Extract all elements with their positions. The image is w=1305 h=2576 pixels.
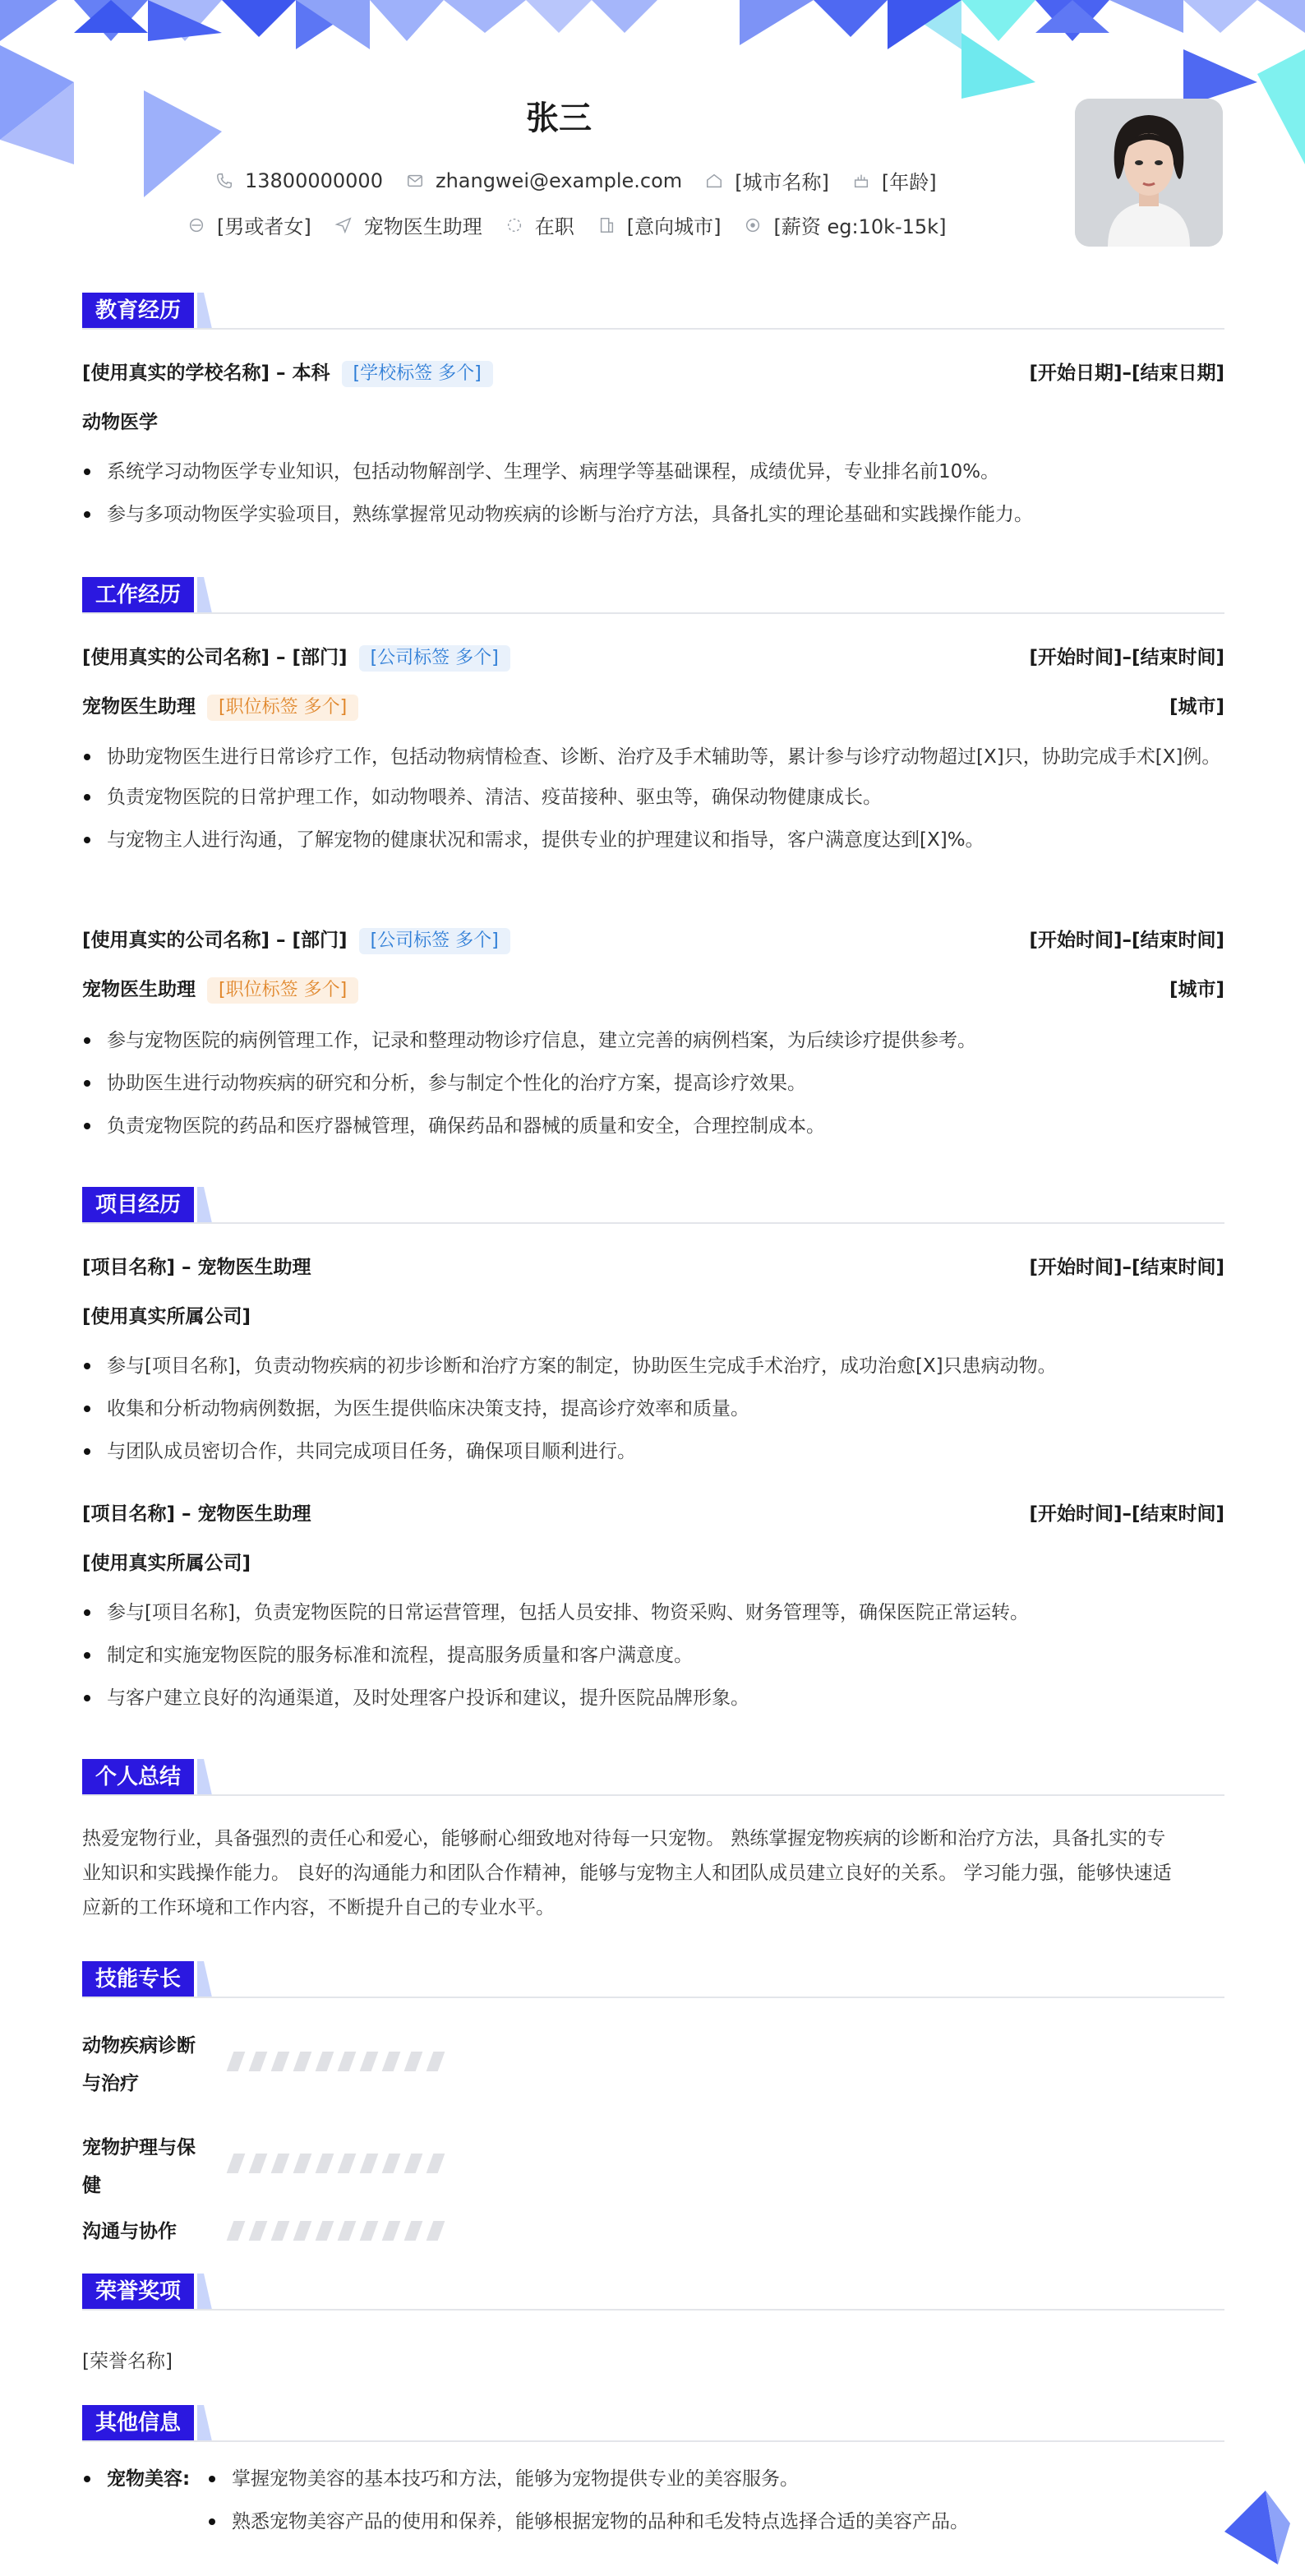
list-item: 系统学习动物医学专业知识，包括动物解剖学、生理学、病理学等基础课程，成绩优异，专业排名前10%。 bbox=[82, 450, 1224, 493]
company-name: [使用真实的公司名称] – [部门] bbox=[82, 930, 348, 951]
position-tag: [职位标签 多个] bbox=[207, 695, 358, 721]
job-city: [城市] bbox=[1169, 696, 1224, 718]
project-company: [使用真实所属公司] bbox=[82, 1553, 251, 1574]
projects-section bbox=[82, 1187, 1224, 1709]
skill-level-bar bbox=[230, 2154, 452, 2173]
list-item: 收集和分析动物病例数据，为医生提供临床决策支持，提高诊疗效率和质量。 bbox=[82, 1387, 1224, 1430]
title-tail-decoration bbox=[197, 2405, 212, 2441]
section-divider bbox=[82, 328, 1224, 330]
money-icon bbox=[744, 216, 762, 234]
major-name: 动物医学 bbox=[82, 412, 158, 433]
skill-name-line: 宠物护理与保 bbox=[82, 2137, 196, 2158]
company-tag: [公司标签 多个] bbox=[359, 645, 510, 672]
section-divider bbox=[82, 1997, 1224, 1998]
skills-section bbox=[82, 1961, 1224, 2242]
summary-line: 应新的工作环境和工作内容，不断提升自己的专业水平。 bbox=[82, 1897, 555, 1918]
list-item: 参与多项动物医学实验项目，熟练掌握常见动物疾病的诊断与治疗方法，具备扎实的理论基础和实践操作能力。 bbox=[82, 493, 1224, 536]
project-dates: [开始时间]–[结束时间] bbox=[1029, 1257, 1224, 1278]
title-tail-decoration bbox=[197, 577, 212, 613]
position-tag: [职位标签 多个] bbox=[207, 977, 358, 1004]
other-label-list bbox=[82, 2458, 214, 2500]
phone-icon bbox=[215, 172, 233, 190]
avatar-photo bbox=[1075, 99, 1223, 247]
list-item: 协助宠物医生进行日常诊疗工作，包括动物病情检查、诊断、治疗及手术辅助等，累计参与诊疗动物超过[X]只，协助完成手术[X]例。 bbox=[82, 738, 1224, 776]
job-city: [城市] bbox=[1169, 979, 1224, 1000]
list-item: 熟悉宠物美容产品的使用和保养，能够根据宠物的品种和毛发特点选择合适的美容产品。 bbox=[207, 2500, 1224, 2543]
status-text: 在职 bbox=[534, 215, 574, 238]
project-company: [使用真实所属公司] bbox=[82, 1306, 251, 1327]
section-title-label: 个人总结 bbox=[82, 1759, 194, 1795]
home-icon bbox=[705, 172, 723, 190]
work-title bbox=[82, 577, 1224, 613]
project-dates: [开始时间]–[结束时间] bbox=[1029, 1503, 1224, 1525]
city-item bbox=[705, 166, 829, 195]
cake-icon bbox=[852, 172, 870, 190]
candidate-name: 张三 bbox=[526, 99, 592, 137]
list-item: 与团队成员密切合作，共同完成项目任务，确保项目顺利进行。 bbox=[82, 1430, 1224, 1473]
skill-level-bar bbox=[230, 2221, 452, 2241]
target-city-text: [意向城市] bbox=[626, 215, 722, 238]
section-title-label: 工作经历 bbox=[82, 577, 194, 613]
honors-section bbox=[82, 2274, 1224, 2372]
summary-text bbox=[82, 1821, 1224, 1925]
company-tag: [公司标签 多个] bbox=[359, 928, 510, 954]
list-item: 制定和实施宠物医院的服务标准和流程，提高服务质量和客户满意度。 bbox=[82, 1634, 1224, 1677]
summary-title bbox=[82, 1759, 1224, 1795]
building-icon bbox=[597, 216, 616, 234]
project-bullets bbox=[82, 1591, 1224, 1720]
phone-item bbox=[215, 169, 383, 192]
age-text: [年龄] bbox=[881, 171, 937, 194]
list-item: 参与宠物医院的病例管理工作，记录和整理动物诊疗信息，建立完善的病例档案，为后续诊疗提供参考。 bbox=[82, 1019, 1224, 1062]
list-item: 参与[项目名称]，负责动物疾病的初步诊断和治疗方案的制定，协助医生完成手术治疗，成功治愈[X]只患病动物。 bbox=[82, 1345, 1224, 1387]
title-tail-decoration bbox=[197, 1759, 212, 1795]
education-bullets bbox=[82, 450, 1224, 536]
gender-icon bbox=[187, 216, 205, 234]
list-item: 协助医生进行动物疾病的研究和分析，参与制定个性化的治疗方案，提高诊疗效果。 bbox=[82, 1062, 1224, 1105]
age-item bbox=[852, 166, 937, 195]
salary-item bbox=[744, 210, 946, 239]
skill-name-line: 健 bbox=[82, 2175, 101, 2196]
job-dates: [开始时间]–[结束时间] bbox=[1029, 647, 1224, 668]
corner-triangle-decoration bbox=[1216, 2482, 1290, 2564]
summary-line: 业知识和实践操作能力。 良好的沟通能力和团队合作精神，能够与宠物主人和团队成员建立良好的关系。 学习能力强，能够快速适 bbox=[82, 1863, 1172, 1884]
honor-item: [荣誉名称] bbox=[82, 2351, 173, 2372]
honors-title bbox=[82, 2274, 1224, 2310]
skill-name bbox=[82, 2027, 214, 2103]
contact-row-1 bbox=[215, 166, 960, 195]
gender-text: [男或者女] bbox=[217, 215, 311, 238]
gender-item bbox=[187, 210, 311, 239]
company-name: [使用真实的公司名称] – [部门] bbox=[82, 647, 348, 668]
project-bullets bbox=[82, 1345, 1224, 1473]
other-section bbox=[82, 2405, 1224, 2532]
portrait-illustration bbox=[1075, 99, 1223, 247]
section-divider bbox=[82, 1222, 1224, 1224]
skill-name-line: 沟通与协作 bbox=[82, 2221, 177, 2242]
position-name: 宠物医生助理 bbox=[82, 979, 196, 1000]
skill-name bbox=[82, 2129, 214, 2204]
email-text: zhangwei@example.com bbox=[435, 169, 683, 192]
school-name: [使用真实的学校名称] – 本科 bbox=[82, 362, 330, 384]
other-label: 宠物美容: bbox=[82, 2458, 214, 2500]
education-dates: [开始日期]–[结束日期] bbox=[1029, 362, 1224, 384]
section-divider bbox=[82, 2309, 1224, 2311]
list-item: 负责宠物医院的药品和医疗器械管理，确保药品和器械的质量和安全，合理控制成本。 bbox=[82, 1105, 1224, 1147]
send-icon bbox=[334, 216, 353, 234]
skill-name-line: 与治疗 bbox=[82, 2073, 139, 2094]
section-divider bbox=[82, 1794, 1224, 1796]
city-text: [城市名称] bbox=[735, 171, 829, 194]
title-tail-decoration bbox=[197, 1961, 212, 1997]
education-section bbox=[82, 293, 1224, 525]
project-name: [项目名称] – 宠物医生助理 bbox=[82, 1503, 311, 1525]
status-item bbox=[505, 210, 574, 239]
skill-level-bar bbox=[230, 2052, 452, 2071]
email-item bbox=[406, 169, 682, 192]
section-divider bbox=[82, 612, 1224, 614]
job-bullets bbox=[82, 1019, 1224, 1147]
project-name: [项目名称] – 宠物医生助理 bbox=[82, 1257, 311, 1278]
job-bullets bbox=[82, 738, 1224, 861]
title-tail-decoration bbox=[197, 1187, 212, 1223]
skill-name-line: 动物疾病诊断 bbox=[82, 2035, 196, 2057]
title-tail-decoration bbox=[197, 2274, 212, 2310]
skills-title bbox=[82, 1961, 1224, 1997]
title-tail-decoration bbox=[197, 293, 212, 329]
work-section bbox=[82, 577, 1224, 1137]
phone-text: 13800000000 bbox=[245, 169, 383, 192]
email-icon bbox=[406, 172, 424, 190]
list-item: 参与[项目名称]，负责宠物医院的日常运营管理，包括人员安排、物资采购、财务管理等，确保医院正常运转。 bbox=[82, 1591, 1224, 1634]
job-item bbox=[334, 210, 482, 239]
section-title-label: 教育经历 bbox=[82, 293, 194, 329]
list-item: 与宠物主人进行沟通，了解宠物的健康状况和需求，提供专业的护理建议和指导，客户满意度达到[X]%。 bbox=[82, 819, 1224, 861]
school-tag: [学校标签 多个] bbox=[342, 361, 493, 387]
section-divider bbox=[82, 2440, 1224, 2442]
skill-name bbox=[82, 2213, 214, 2251]
list-item: 负责宠物医院的日常护理工作，如动物喂养、清洁、疫苗接种、驱虫等，确保动物健康成长。 bbox=[82, 776, 1224, 819]
section-title-label: 技能专长 bbox=[82, 1961, 194, 1997]
list-item: 与客户建立良好的沟通渠道，及时处理客户投诉和建议，提升医院品牌形象。 bbox=[82, 1677, 1224, 1720]
projects-title bbox=[82, 1187, 1224, 1223]
list-item: 掌握宠物美容的基本技巧和方法，能够为宠物提供专业的美容服务。 bbox=[207, 2458, 1224, 2500]
section-title-label: 项目经历 bbox=[82, 1187, 194, 1223]
loading-icon bbox=[505, 216, 523, 234]
summary-section bbox=[82, 1759, 1224, 1918]
other-bullets bbox=[207, 2458, 1224, 2543]
section-title-label: 荣誉奖项 bbox=[82, 2274, 194, 2310]
summary-line: 热爱宠物行业，具备强烈的责任心和爱心，能够耐心细致地对待每一只宠物。 熟练掌握宠物疾病的诊断和治疗方法，具备扎实的专 bbox=[82, 1828, 1166, 1849]
salary-text: [薪资 eg:10k-15k] bbox=[773, 215, 947, 238]
education-title bbox=[82, 293, 1224, 329]
section-title-label: 其他信息 bbox=[82, 2405, 194, 2441]
other-title bbox=[82, 2405, 1224, 2441]
target-city-item bbox=[597, 210, 722, 239]
contact-row-2 bbox=[187, 210, 969, 239]
job-text: 宠物医生助理 bbox=[363, 215, 482, 238]
position-name: 宠物医生助理 bbox=[82, 696, 196, 718]
job-dates: [开始时间]–[结束时间] bbox=[1029, 930, 1224, 951]
